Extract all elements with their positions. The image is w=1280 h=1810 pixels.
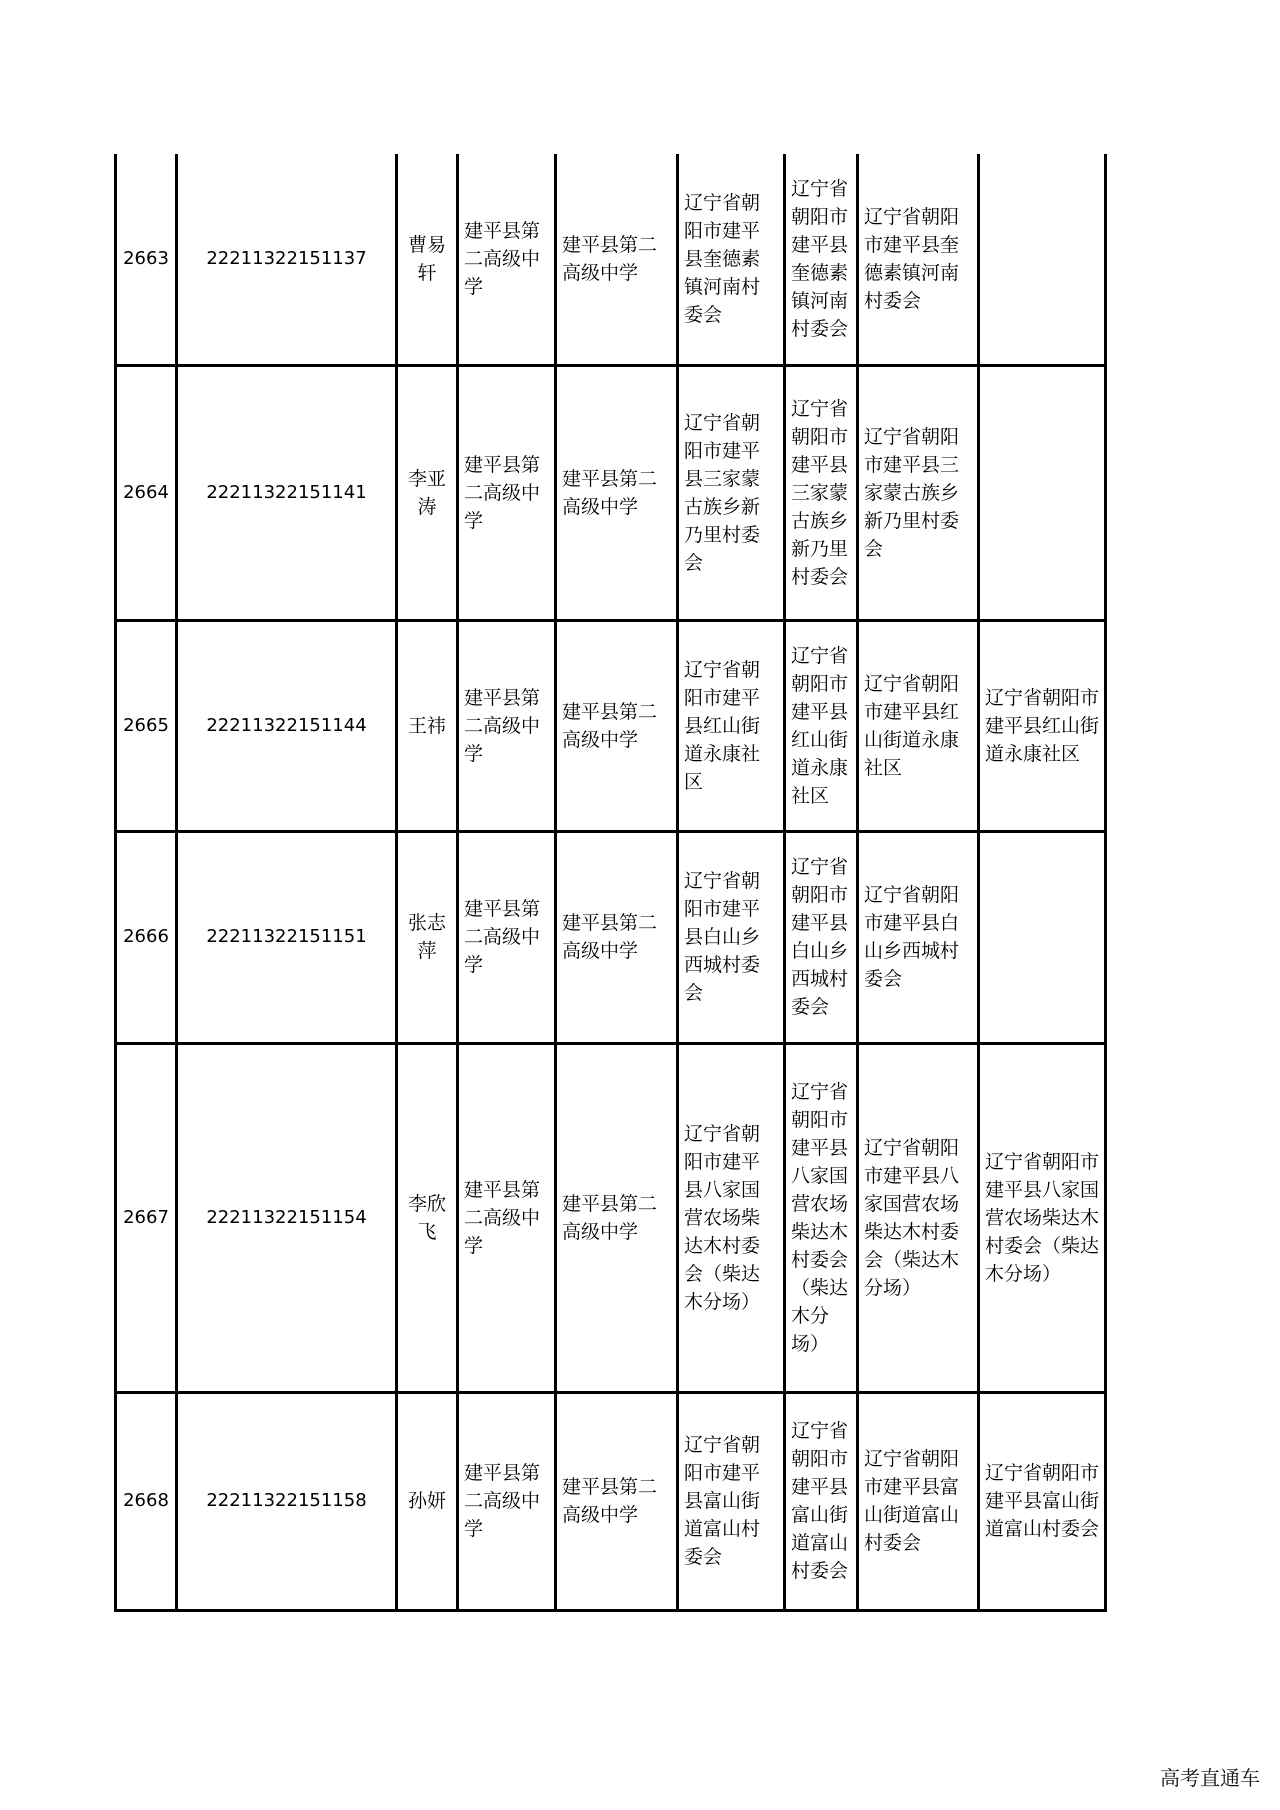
unit-name: 建平县第二高级中学 — [556, 154, 678, 365]
candidate-id: 22211322151137 — [177, 154, 397, 365]
candidate-id: 22211322151158 — [177, 1392, 397, 1610]
unit-name: 建平县第二高级中学 — [556, 365, 678, 620]
table-row — [116, 620, 1106, 831]
school-name: 建平县第二高级中学 — [458, 620, 556, 831]
address-2: 辽宁省朝阳市建平县红山街道永康社区 — [785, 620, 858, 831]
address-4: 辽宁省朝阳市建平县富山街道富山村委会 — [979, 1392, 1106, 1610]
address-4: 辽宁省朝阳市建平县八家国营农场柴达木村委会（柴达木分场） — [979, 1043, 1106, 1392]
row-number: 2664 — [116, 365, 177, 620]
school-name: 建平县第二高级中学 — [458, 831, 556, 1043]
unit-name: 建平县第二高级中学 — [556, 1043, 678, 1392]
unit-name: 建平县第二高级中学 — [556, 620, 678, 831]
candidate-id: 22211322151154 — [177, 1043, 397, 1392]
address-4 — [979, 831, 1106, 1043]
table-row — [116, 1043, 1106, 1392]
row-number: 2667 — [116, 1043, 177, 1392]
row-number: 2663 — [116, 154, 177, 365]
address-3: 辽宁省朝阳市建平县八家国营农场柴达木村委会（柴达木分场） — [858, 1043, 979, 1392]
student-name: 张志萍 — [397, 831, 458, 1043]
address-3: 辽宁省朝阳市建平县红山街道永康社区 — [858, 620, 979, 831]
address-3: 辽宁省朝阳市建平县富山街道富山村委会 — [858, 1392, 979, 1610]
address-1: 辽宁省朝阳市建平县红山街道永康社区 — [678, 620, 785, 831]
table-row — [116, 831, 1106, 1043]
table-row — [116, 154, 1106, 365]
address-2: 辽宁省朝阳市建平县八家国营农场柴达木村委会（柴达木分场） — [785, 1043, 858, 1392]
student-name: 孙妍 — [397, 1392, 458, 1610]
candidate-id: 22211322151141 — [177, 365, 397, 620]
address-1: 辽宁省朝阳市建平县白山乡西城村委会 — [678, 831, 785, 1043]
unit-name: 建平县第二高级中学 — [556, 1392, 678, 1610]
row-number: 2668 — [116, 1392, 177, 1610]
school-name: 建平县第二高级中学 — [458, 154, 556, 365]
student-name: 李亚涛 — [397, 365, 458, 620]
table-row — [116, 365, 1106, 620]
row-number: 2666 — [116, 831, 177, 1043]
unit-name: 建平县第二高级中学 — [556, 831, 678, 1043]
student-table — [114, 154, 1107, 1612]
address-1: 辽宁省朝阳市建平县富山街道富山村委会 — [678, 1392, 785, 1610]
address-1: 辽宁省朝阳市建平县三家蒙古族乡新乃里村委会 — [678, 365, 785, 620]
address-4 — [979, 154, 1106, 365]
student-name: 曹易轩 — [397, 154, 458, 365]
address-3: 辽宁省朝阳市建平县三家蒙古族乡新乃里村委会 — [858, 365, 979, 620]
row-number: 2665 — [116, 620, 177, 831]
address-2: 辽宁省朝阳市建平县三家蒙古族乡新乃里村委会 — [785, 365, 858, 620]
table-row — [116, 1392, 1106, 1610]
address-3: 辽宁省朝阳市建平县白山乡西城村委会 — [858, 831, 979, 1043]
school-name: 建平县第二高级中学 — [458, 365, 556, 620]
watermark-text: 高考直通车 — [1160, 1766, 1260, 1790]
address-1: 辽宁省朝阳市建平县八家国营农场柴达木村委会（柴达木分场） — [678, 1043, 785, 1392]
candidate-id: 22211322151144 — [177, 620, 397, 831]
address-2: 辽宁省朝阳市建平县奎德素镇河南村委会 — [785, 154, 858, 365]
student-name: 王祎 — [397, 620, 458, 831]
candidate-id: 22211322151151 — [177, 831, 397, 1043]
school-name: 建平县第二高级中学 — [458, 1392, 556, 1610]
address-3: 辽宁省朝阳市建平县奎德素镇河南村委会 — [858, 154, 979, 365]
student-name: 李欣飞 — [397, 1043, 458, 1392]
address-2: 辽宁省朝阳市建平县白山乡西城村委会 — [785, 831, 858, 1043]
address-4: 辽宁省朝阳市建平县红山街道永康社区 — [979, 620, 1106, 831]
address-1: 辽宁省朝阳市建平县奎德素镇河南村委会 — [678, 154, 785, 365]
address-4 — [979, 365, 1106, 620]
school-name: 建平县第二高级中学 — [458, 1043, 556, 1392]
address-2: 辽宁省朝阳市建平县富山街道富山村委会 — [785, 1392, 858, 1610]
